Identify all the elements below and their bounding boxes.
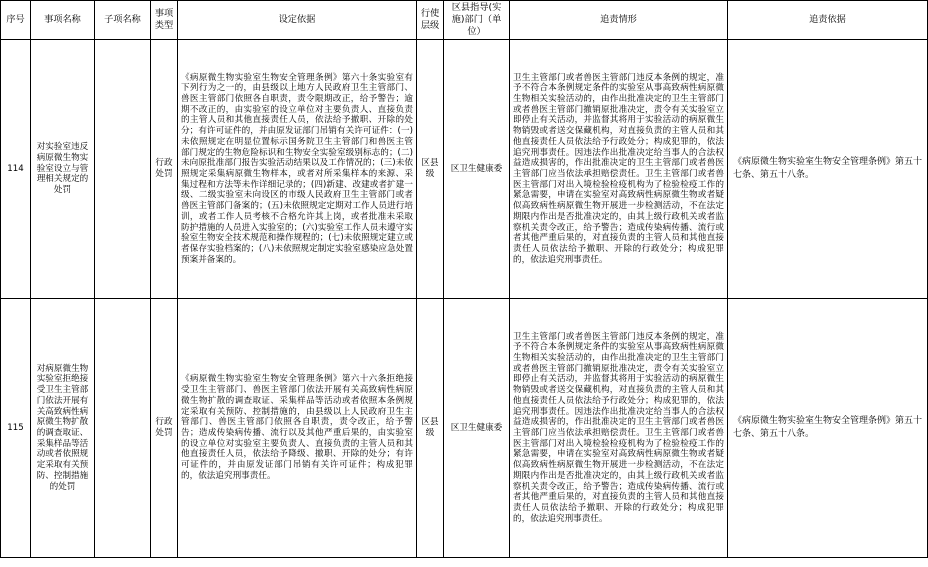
cell-sub-item-name: [95, 40, 151, 299]
cell-dept: 区卫生健康委: [444, 299, 510, 558]
cell-item-name: 对实验室违反病原微生物实验室设立与管理相关规定的处罚: [31, 40, 95, 299]
header-basis: 设定依据: [178, 1, 417, 40]
cell-acc-basis: 《病原微生物实验室生物安全管理条例》第五十七条、第五十八条。: [728, 40, 928, 299]
cell-basis: 《病原微生物实验室生物安全管理条例》第六十六条拒绝接受卫生主管部门、兽医主管部门依法开展有关高致病性病原微生物扩散的调查取证、采集样品等活动或者依照本条例规定采取有关预防、控制措施的，由县级以上人民政府卫生主管部门、兽医主管部门依照各自职责，责令改正，给予警告；造成传染病传播、流行以及其他严重后果的，由实验室的设立单位对实验室主要负责人、直接负责的主管人员和其他直接责任人员，依法给予降级、撤职、开除的处分；有许可证件的，并由原发证部门吊销有关许可证件；构成犯罪的，依法追究刑事责任。: [178, 299, 417, 558]
cell-item-type: 行政处罚: [151, 299, 178, 558]
cell-sub-item-name: [95, 299, 151, 558]
cell-dept: 区卫生健康委: [444, 40, 510, 299]
table-row: [1, 40, 928, 299]
cell-item-type: 行政处罚: [151, 40, 178, 299]
cell-seq: 115: [1, 299, 31, 558]
header-accountability: 追责情形: [510, 1, 728, 40]
header-item-type: 事项类型: [151, 1, 178, 40]
table-row: [1, 299, 928, 558]
cell-seq: 114: [1, 40, 31, 299]
header-sub-item-name: 子项名称: [95, 1, 151, 40]
header-dept: 区县指导(实施)部门（单位）: [444, 1, 510, 40]
cell-level: 区县级: [417, 40, 444, 299]
header-acc-basis: 追责依据: [728, 1, 928, 40]
cell-accountability: 卫生主管部门或者兽医主管部门违反本条例的规定，准予不符合本条例规定条件的实验室从事高致病性病原微生物相关实验活动的，由作出批准决定的卫生主管部门或者兽医主管部门撤销原批准决定，责令有关实验室立即停止有关活动，并监督其将用于实验活动的病原微生物销毁或者送交保藏机构，对直接负责的主管人员和其他直接责任人员依法给予行政处分；构成犯罪的，依法追究刑事责任。因违法作出批准决定给当事人的合法权益造成损害的，作出批准决定的卫生主管部门或者兽医主管部门应当依法承担赔偿责任。卫生主管部门或者兽医主管部门对出入境检验检疫机构为了检验检疫工作的紧急需要，申请在实验室对高致病性病原微生物或者疑似高致病性病原微生物开展进一步检测活动，不在法定期限内作出是否批准决定的，由其上级行政机关或者监察机关责令改正，给予警告；造成传染病传播、流行或者其他严重后果的，对直接负责的主管人员和其他直接责任人员依法给予撤职、开除的行政处分；构成犯罪的，依法追究刑事责任。: [510, 299, 728, 558]
cell-level: 区县级: [417, 299, 444, 558]
table-header-row: [1, 1, 928, 40]
cell-basis: 《病原微生物实验室生物安全管理条例》第六十条实验室有下列行为之一的，由县级以上地方人民政府卫生主管部门、兽医主管部门依照各自职责，责令限期改正，给予警告；逾期不改正的，由实验室的设立单位对主要负责人、直接负责的主管人员和其他直接责任人员，依法给予撤职、开除的处分；有许可证件的，并由原发证部门吊销有关许可证件：(一)未依照规定在明显位置标示国务院卫生主管部门和兽医主管部门规定的生物危险标识和生物安全实验室级别标志的；(二)未向原批准部门报告实验活动结果以及工作情况的；(三)未依照规定采集病原微生物样本，或者对所采集样本的来源、采集过程和方法等未作详细记录的；(四)新建、改建或者扩建一级、二级实验室未向设区的市级人民政府卫生主管部门或者兽医主管部门备案的；(五)未依照规定定期对工作人员进行培训，或者工作人员考核不合格允许其上岗，或者批准未采取防护措施的人员进入实验室的；(六)实验室工作人员未遵守实验室生物安全技术规范和操作规程的；(七)未依照规定建立或者保存实验档案的；(八)未依照规定制定实验室感染应急处置预案并备案的。: [178, 40, 417, 299]
header-item-name: 事项名称: [31, 1, 95, 40]
header-level: 行使层级: [417, 1, 444, 40]
cell-accountability: 卫生主管部门或者兽医主管部门违反本条例的规定，准予不符合本条例规定条件的实验室从事高致病性病原微生物相关实验活动的，由作出批准决定的卫生主管部门或者兽医主管部门撤销原批准决定，责令有关实验室立即停止有关活动，并监督其将用于实验活动的病原微生物销毁或者送交保藏机构，对直接负责的主管人员和其他直接责任人员依法给予行政处分；构成犯罪的，依法追究刑事责任。因违法作出批准决定给当事人的合法权益造成损害的，作出批准决定的卫生主管部门或者兽医主管部门应当依法承担赔偿责任。卫生主管部门或者兽医主管部门对出入境检验检疫机构为了检验检疫工作的紧急需要，申请在实验室对高致病性病原微生物或者疑似高致病性病原微生物开展进一步检测活动，不在法定期限内作出是否批准决定的，由其上级行政机关或者监察机关责令改正，给予警告；造成传染病传播、流行或者其他严重后果的，对直接负责的主管人员和其他直接责任人员依法给予撤职、开除的行政处分；构成犯罪的，依法追究刑事责任。: [510, 40, 728, 299]
cell-acc-basis: 《病原微生物实验室生物安全管理条例》第五十七条、第五十八条。: [728, 299, 928, 558]
header-seq: 序号: [1, 1, 31, 40]
cell-item-name: 对病原微生物实验室拒绝接受卫生主管部门依法开展有关高致病性病原微生物扩散的调查取证、采集样品等活动或者依照规定采取有关预防、控制措施的处罚: [31, 299, 95, 558]
